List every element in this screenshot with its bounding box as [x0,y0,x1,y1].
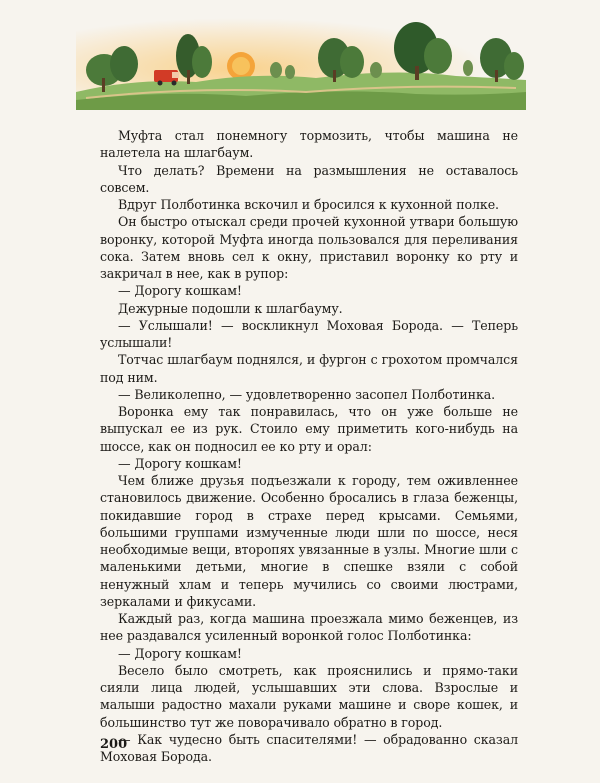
paragraph: Муфта стал понемногу тормозить, чтобы машина не налетела на шлагбаум. [100,128,518,161]
paragraph: Вдруг Полботинка вскочил и бросился к кухонной полке. [118,197,499,212]
paragraph: Дежурные подошли к шлагбауму. [118,300,343,316]
paragraph: Весело было смотреть, как прояснились и прямо-таки сияли лица людей, услышавших эти слова. Взрослые и малыши радостно махали руками машине и своре кошек, и большинство тут же поворачивало обратно в город. [100,662,518,730]
paragraph: Он быстро отыскал среди прочей кухонной утвари большую воронку, которой Муфта иногда пользовался для переливания сока. Затем вновь сел к окну, приставил воронку ко рту и закричал в нее, как в рупор: [100,214,518,281]
paragraph: — Дорогу кошкам! [118,283,242,299]
page-number: 200 [100,737,128,752]
paragraph: Что делать? Времени на размышления не оставалось совсем. [100,162,518,195]
landscape-illustration [76,18,526,110]
paragraph: Тотчас шлагбаум поднялся, и фургон с грохотом промчался под ним. [100,352,518,385]
paragraph: — Великолепно, — удовлетворенно засопел Полботинка. [118,386,496,402]
paragraph: — Услышали! — воскликнул Моховая Борода. — Теперь услышали! [100,317,518,350]
paragraph: — Дорогу кошкам! [118,455,242,471]
paragraph: Каждый раз, когда машина проезжала мимо беженцев, из нее раздавался усиленный воронкой голос Полботинка: [100,611,518,644]
paragraph: Воронка ему так понравилась, что он уже больше не выпускал ее из рук. Стоило ему приметить кого-нибудь на шоссе, как он подносил ее ко рту и орал: [100,404,518,454]
paragraph: — Как чудесно быть спасителями! — обрадованно сказал Моховая Борода. [100,731,518,764]
paragraph: — Дорогу кошкам! [118,645,242,661]
story-text [100,127,518,765]
paragraph: Чем ближе друзья подъезжали к городу, тем оживленнее становилось движение. Особенно бросались в глаза беженцы, покидавшие город в страхе перед крысами. Семьями, большими группами измученные люди шли по шоссе, неся необходимые вещи, второпях увязанные в узлы. Многие шли с маленькими детьми, многие в спешке взяли с собой ненужный хлам и теперь мучились со своими люстрами, зеркалами и фикусами. [100,473,518,609]
